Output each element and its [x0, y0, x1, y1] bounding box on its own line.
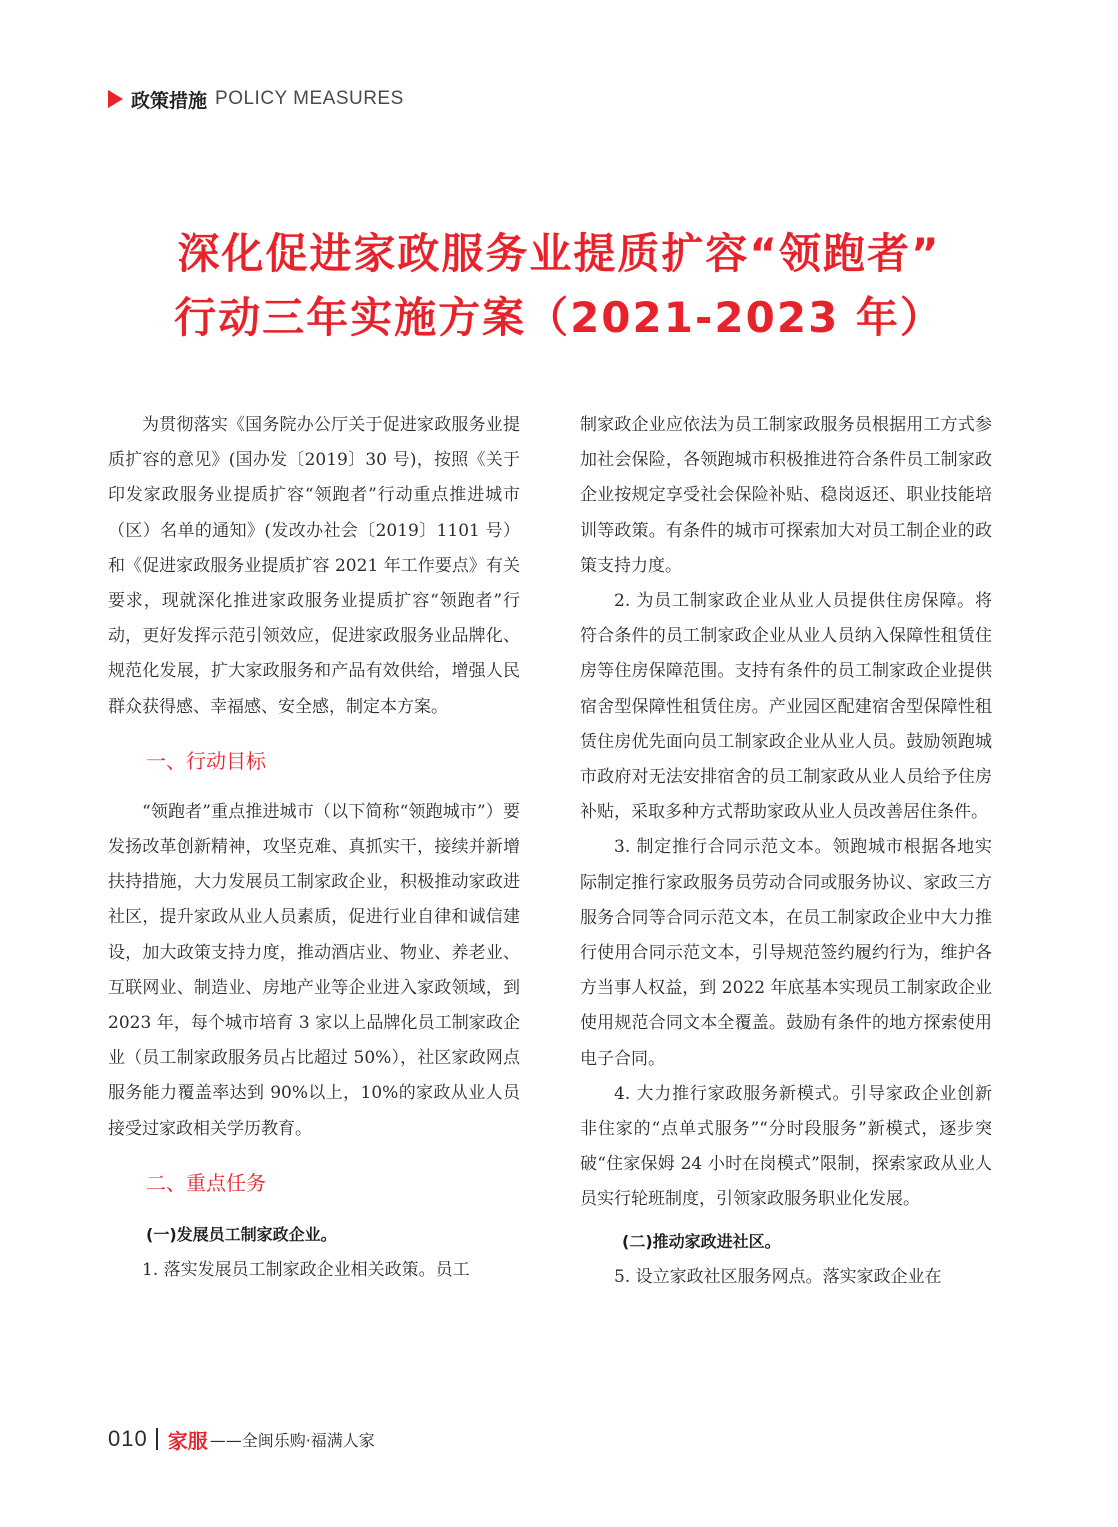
subheading-employee-enterprises: (一)发展员工制家政企业。 [146, 1224, 337, 1244]
section-title-en: POLICY MEASURES [215, 88, 404, 109]
item4-paragraph: 4. 大力推行家政服务新模式。引导家政企业创新非住家的“点单式服务”“分时段服务”新模式，逐步突破“住家保姆 24 小时在岗模式”限制，探索家政从业人员实行轮班制度，引领家政服务职业化发展。 [580, 1083, 992, 1210]
heading-key-tasks: 二、重点任务 [146, 1170, 266, 1195]
article-title-line1: 深化促进家政服务业提质扩容“领跑者” [177, 229, 941, 278]
magazine-name: 家服 [167, 1428, 208, 1453]
page-number: 010 [108, 1426, 148, 1451]
item5-paragraph-start: 5. 设立家政社区服务网点。落实家政企业在 [614, 1266, 942, 1287]
subheading-community: (二)推动家政进社区。 [622, 1231, 781, 1251]
item3-paragraph: 3. 制定推行合同示范文本。领跑城市根据各地实际制定推行家政服务员劳动合同或服务协议、家政三方服务合同等合同示范文本，在员工制家政企业中大力推行使用合同示范文本，引导规范签约履约行为，维护各方当事人权益，到 2022 年底基本实现员工制家政企业使用规范合同文本全覆盖。鼓励有条件的地方探索使用电子合同。 [580, 837, 992, 1069]
article-title-line2: 行动三年实施方案（2021-2023 年） [174, 293, 944, 342]
heading-action-goals: 一、行动目标 [146, 748, 266, 773]
page-footer [108, 1424, 375, 1454]
section-header [108, 84, 404, 114]
magazine-slogan: ——全闽乐购·福满人家 [209, 1430, 375, 1450]
footer-divider [156, 1428, 158, 1450]
goal-paragraph: “领跑者”重点推进城市（以下简称“领跑城市”）要发扬改革创新精神，攻坚克难、真抓实干，接续并新增扶持措施，大力发展员工制家政企业，积极推动家政进社区，提升家政从业人员素质，促进行业自律和诚信建设，加大政策支持力度，推动酒店业、物业、养老业、互联网业、制造业、房地产业等企业进入家政领域，到 2023 年，每个城市培育 3 家以上品牌化员工制家政企业（员工制家政服务员占比超过 50%），社区家政网点服务能力覆盖率达到 90%以上，10%的家政从业人员接受过家政相关学历教育。 [108, 801, 520, 1139]
section-title-cn: 政策措施 [131, 89, 208, 112]
left-column [108, 408, 520, 1288]
right-column [580, 408, 992, 1295]
item2-paragraph: 2. 为员工制家政企业从业人员提供住房保障。将符合条件的员工制家政企业从业人员纳入保障性租赁住房等住房保障范围。支持有条件的员工制家政企业提供宿舍型保障性租赁住房。产业园区配建宿舍型保障性租赁住房优先面向员工制家政企业从业人员。鼓励领跑城市政府对无法安排宿舍的员工制家政从业人员给予住房补贴，采取多种方式帮助家政从业人员改善居住条件。 [580, 591, 992, 823]
intro-paragraph: 为贯彻落实《国务院办公厅关于促进家政服务业提质扩容的意见》(国办发〔2019〕30 号)，按照《关于印发家政服务业提质扩容“领跑者”行动重点推进城市（区）名单的通知》(发改办社会〔2019〕1101 号）和《促进家政服务业提质扩容 2021 年工作要点》有关要求，现就深化推进家政服务业提质扩容“领跑者”行动，更好发挥示范引领效应，促进家政服务业品牌化、规范化发展，扩大家政服务和产品有效供给，增强人民群众获得感、幸福感、安全感，制定本方案。 [108, 415, 520, 717]
article-title [0, 222, 1118, 350]
item1-paragraph-continued: 制家政企业应依法为员工制家政服务员根据用工方式参加社会保险，各领跑城市积极推进符合条件员工制家政企业按规定享受社会保险补贴、稳岗返还、职业技能培训等政策。有条件的城市可探索加大对员工制企业的政策支持力度。 [580, 415, 992, 576]
item1-paragraph-start: 1. 落实发展员工制家政企业相关政策。员工 [142, 1259, 470, 1280]
play-arrow-icon [108, 90, 123, 108]
